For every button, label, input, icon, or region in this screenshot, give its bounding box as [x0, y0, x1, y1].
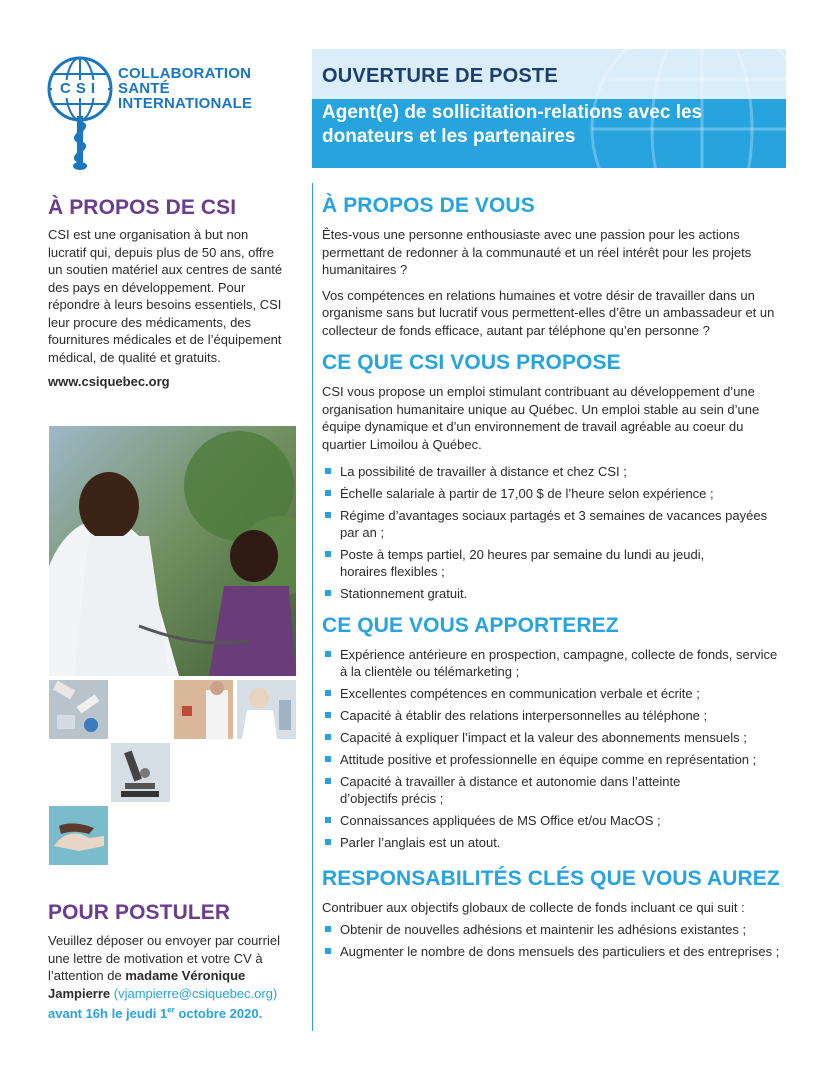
csi-logo: [46, 56, 296, 174]
bullet-square-icon: [325, 651, 331, 657]
list-item-text: Poste à temps partiel, 20 heures par semaine du lundi au jeudi, horaires flexibles ;: [340, 547, 705, 579]
list-item: [322, 585, 788, 602]
offer-list: [322, 463, 788, 602]
offer-heading: CE QUE CSI VOUS PROPOSE: [322, 351, 621, 374]
list-item: [322, 834, 788, 851]
responsibilities-intro: Contribuer aux objectifs globaux de collecte de fonds incluant ce qui suit :: [322, 900, 745, 915]
banner-title: OUVERTURE DE POSTE: [322, 65, 558, 87]
bullet-square-icon: [325, 468, 331, 474]
responsibilities-heading: RESPONSABILITÉS CLÉS QUE VOUS AUREZ: [322, 867, 780, 890]
list-item-text: Attitude positive et professionnelle en équipe comme en représentation ;: [340, 752, 757, 767]
bullet-square-icon: [325, 712, 331, 718]
list-item-text: Parler l’anglais est un atout.: [340, 835, 501, 850]
bullet-square-icon: [325, 948, 331, 954]
bullet-square-icon: [325, 490, 331, 496]
about-you-heading: À PROPOS DE VOUS: [322, 194, 535, 217]
logo-line-3: INTERNATIONALE: [118, 95, 253, 112]
logo-wordmark: [118, 66, 252, 111]
hands-photo: [49, 806, 108, 865]
list-item: [322, 812, 788, 829]
header-banner: [312, 49, 786, 168]
doctor-child-photo: [49, 426, 296, 676]
website-link[interactable]: www.csiquebec.org: [48, 374, 170, 389]
list-item-text: Capacité à expliquer l’impact et la valeur des abonnements mensuels ;: [340, 730, 747, 745]
banner-subtitle: Agent(e) de sollicitation-relations avec les donateurs et les partenaires: [322, 102, 703, 147]
column-divider: [312, 183, 313, 1031]
list-item: [322, 707, 788, 724]
list-item-text: Expérience antérieure en prospection, campagne, collecte de fonds, service à la clientèle ou télémarketing ;: [340, 647, 778, 679]
nurse-photo: [237, 680, 296, 739]
bullet-square-icon: [325, 512, 331, 518]
bullet-square-icon: [325, 690, 331, 696]
list-item: [322, 943, 788, 960]
list-item: [322, 463, 788, 480]
list-item: [322, 546, 740, 580]
list-item: [322, 485, 788, 502]
logo-line-2: SANTÉ: [118, 80, 170, 97]
bring-list: [322, 646, 788, 851]
list-item-text: Connaissances appliquées de MS Office et/ou MacOS ;: [340, 813, 661, 828]
about-csi-heading: À PROPOS DE CSI: [48, 196, 237, 219]
list-item: [322, 729, 788, 746]
microscope-photo: [111, 743, 170, 802]
list-item: [322, 646, 788, 680]
about-csi-text: CSI est une organisation à but non lucratif qui, depuis plus de 50 ans, offre un soutien matériel aux centres de santé des pays en développement. Pour répondre à leurs besoins essentiels, CSI leur procure des médicaments, des fournitures médicales et de l’équipement médical, de qualité et gratuits.: [48, 227, 283, 365]
contact-name: madame Véronique Jampierre: [48, 968, 246, 1001]
deadline-sup: er: [167, 1006, 175, 1015]
deadline-suffix: octobre 2020.: [174, 1006, 263, 1022]
globe-caduceus-icon: [46, 56, 116, 174]
apply-text: [48, 932, 298, 1023]
list-item: [322, 507, 788, 541]
list-item: [322, 751, 788, 768]
deadline-prefix: avant 16h le jeudi 1: [48, 1006, 168, 1022]
responsibilities-list: [322, 921, 788, 960]
bullet-square-icon: [325, 817, 331, 823]
list-item: [322, 773, 740, 807]
bullet-square-icon: [325, 926, 331, 932]
bullet-square-icon: [325, 778, 331, 784]
list-item-text: Excellentes compétences en communication verbale et écrite ;: [340, 686, 700, 701]
deadline: [48, 1006, 262, 1021]
list-item-text: Stationnement gratuit.: [340, 586, 468, 601]
bullet-square-icon: [325, 734, 331, 740]
bullet-square-icon: [325, 756, 331, 762]
list-item-text: Échelle salariale à partir de 17,00 $ de l’heure selon expérience ;: [340, 486, 714, 501]
list-item-text: Capacité à établir des relations interpersonnelles au téléphone ;: [340, 708, 708, 723]
apply-instructions: Veuillez déposer ou envoyer par courriel une lettre de motivation et votre CV à l’attention de: [48, 933, 280, 983]
bullet-square-icon: [325, 590, 331, 596]
lab-worker-photo: [174, 680, 233, 739]
apply-heading: POUR POSTULER: [48, 901, 231, 924]
bullet-square-icon: [325, 551, 331, 557]
list-item: [322, 685, 788, 702]
offer-intro: CSI vous propose un emploi stimulant contribuant au développement d’une organisation humanitaire unique au Québec. Un emploi stable au sein d’une équipe dynamique et d’un environnement de travail agréable au coeur du quartier Limoilou à Québec.: [322, 384, 760, 452]
logo-emblem-letters: CSI: [59, 80, 100, 97]
list-item-text: Augmenter le nombre de dons mensuels des particuliers et des entreprises ;: [340, 943, 780, 959]
list-item-text: Régime d’avantages sociaux partagés et 3 semaines de vacances payées par an ;: [340, 508, 768, 540]
bullet-square-icon: [325, 839, 331, 845]
logo-line-1: COLLABORATION: [118, 65, 252, 82]
about-you-paragraph-1: Êtes-vous une personne enthousiaste avec une passion pour les actions permettant de redonner à la communauté et un réel intérêt pour les projets humanitaires ?: [322, 227, 752, 277]
contact-email-link[interactable]: (vjampierre@csiquebec.org): [113, 985, 278, 1001]
list-item-text: Obtenir de nouvelles adhésions et maintenir les adhésions existantes ;: [340, 921, 747, 937]
list-item-text: La possibilité de travailler à distance et chez CSI ;: [340, 464, 627, 479]
right-column: [322, 194, 788, 965]
bring-heading: CE QUE VOUS APPORTEREZ: [322, 614, 619, 637]
list-item: [322, 921, 788, 938]
list-item-text: Capacité à travailler à distance et autonomie dans l’atteinte d’objectifs précis ;: [340, 774, 681, 806]
medical-supplies-photo: [49, 680, 108, 739]
about-you-paragraph-2: Vos compétences en relations humaines et votre désir de travailler dans un organisme sans but lucratif vous permettent-elles d’être un ambassadeur et un collecteur de fonds efficace, autant par téléphone qu’en personne ?: [322, 287, 775, 338]
